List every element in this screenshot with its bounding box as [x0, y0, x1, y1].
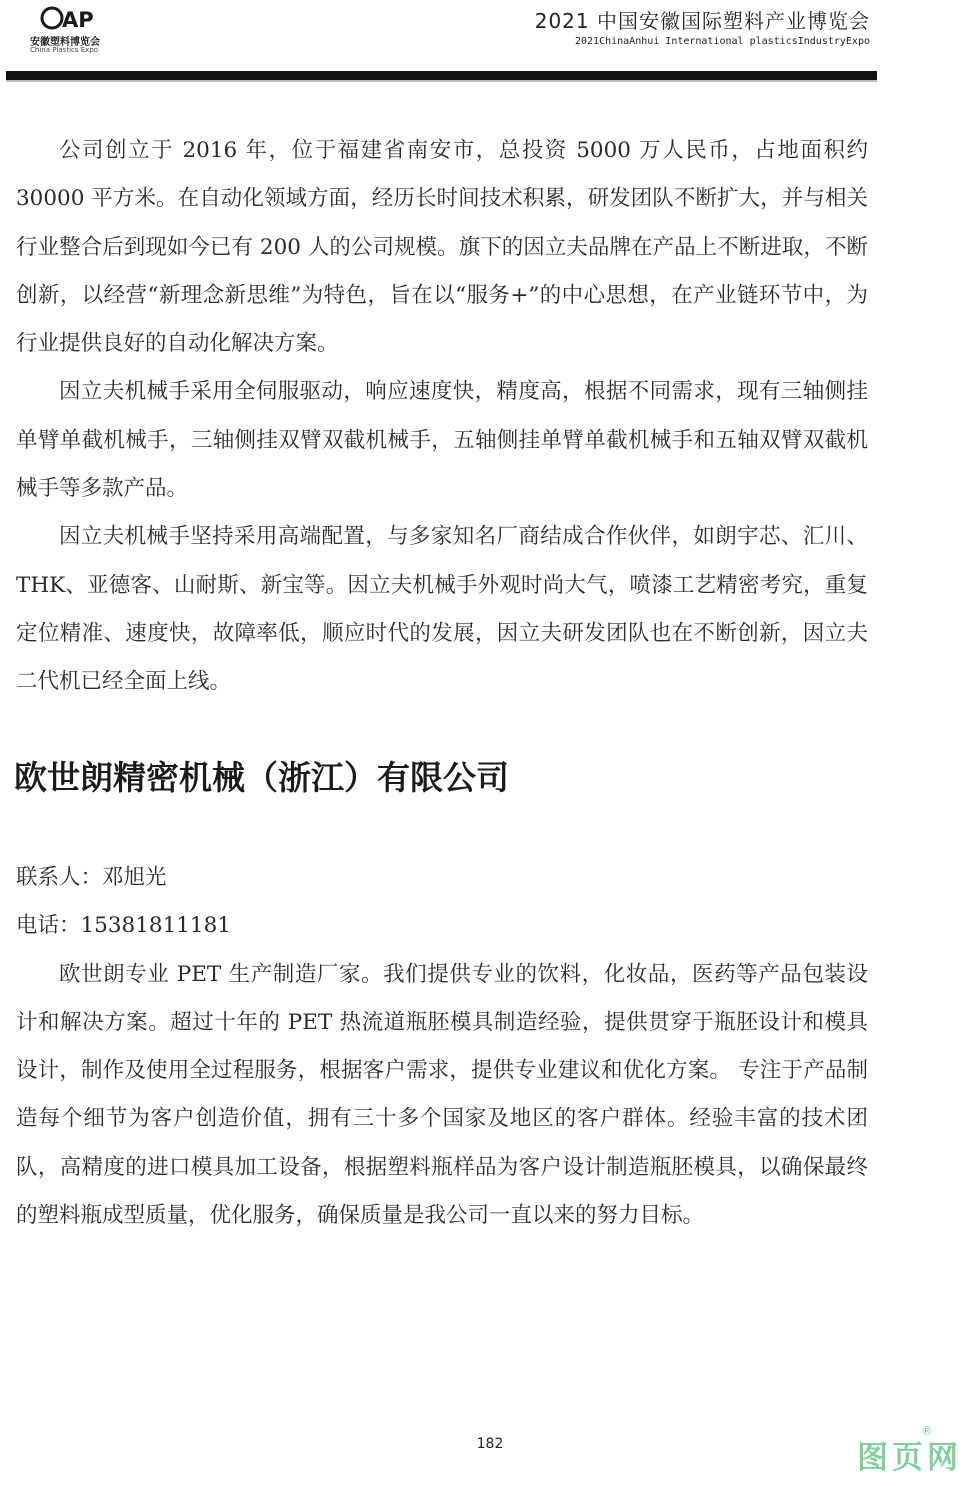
logo-emblem-icon	[36, 6, 106, 30]
header-divider-shadow	[6, 80, 877, 82]
paragraph-company-intro: 公司创立于 2016 年，位于福建省南安市，总投资 5000 万人民币，占地面积约 30000 平方米。在自动化领域方面，经历长时间技术积累，研发团队不断扩大，并与相关行业整合后到现如今已有 200 人的公司规模。旗下的因立夫品牌在产品上不断进取，不断创新，以经营“新理念新思维”为特色，旨在以“服务+”的中心思想，在产业链环节中，为行业提供良好的自动化解决方案。	[16, 138, 868, 357]
watermark-text: 图页网	[857, 1440, 962, 1476]
contact-person: 联系人：邓旭光	[16, 865, 167, 890]
site-watermark	[855, 1424, 971, 1476]
header-divider	[6, 71, 877, 80]
company-1-description	[16, 127, 868, 707]
logo-chinese-name: 安徽塑料博览会	[30, 37, 100, 48]
paragraph-robot-products: 因立夫机械手采用全伺服驱动，响应速度快，精度高，根据不同需求，现有三轴侧挂单臂单截机械手，三轴侧挂双臂双截机械手，五轴侧挂单臂单截机械手和五轴双臂双截机械手等多款产品。	[16, 379, 868, 502]
logo-mark-text: AP	[62, 8, 94, 30]
company-2-details	[16, 854, 868, 1240]
registered-mark-icon: ®	[921, 1424, 933, 1438]
company-name-heading: 欧世朗精密机械（浙江）有限公司	[14, 758, 509, 797]
page-header	[0, 0, 980, 82]
contact-phone: 电话：15381811181	[16, 913, 231, 939]
expo-title: 2021 中国安徽国际塑料产业博览会	[534, 9, 870, 33]
logo-english-name: China Plastics Expo	[30, 46, 99, 54]
paragraph-partners: 因立夫机械手坚持采用高端配置，与多家知名厂商结成合作伙伴，如朗宇芯、汇川、THK、亚德客、山耐斯、新宝等。因立夫机械手外观时尚大气，喷漆工艺精密考究，重复定位精准、速度快，故障率低，顺应时代的发展，因立夫研发团队也在不断创新，因立夫二代机已经全面上线。	[16, 524, 868, 695]
expo-subtitle: 2021ChinaAnhui International plasticsIndustryExpo	[574, 36, 870, 47]
expo-logo	[26, 6, 106, 52]
paragraph-company-2-intro: 欧世朗专业 PET 生产制造厂家。我们提供专业的饮料，化妆品，医药等产品包装设计和解决方案。超过十年的 PET 热流道瓶胚模具制造经验，提供贯穿于瓶胚设计和模具设计，制作及使用全过程服务，根据客户需求，提供专业建议和优化方案。 专注于产品制造每个细节为客户创造价值，拥有三十多个国家及地区的客户群体。经验丰富的技术团队，高精度的进口模具加工设备，根据塑料瓶样品为客户设计制造瓶胚模具，以确保最终的塑料瓶成型质量，优化服务，确保质量是我公司一直以来的努力目标。	[16, 961, 868, 1229]
page-number: 182	[476, 1436, 504, 1452]
